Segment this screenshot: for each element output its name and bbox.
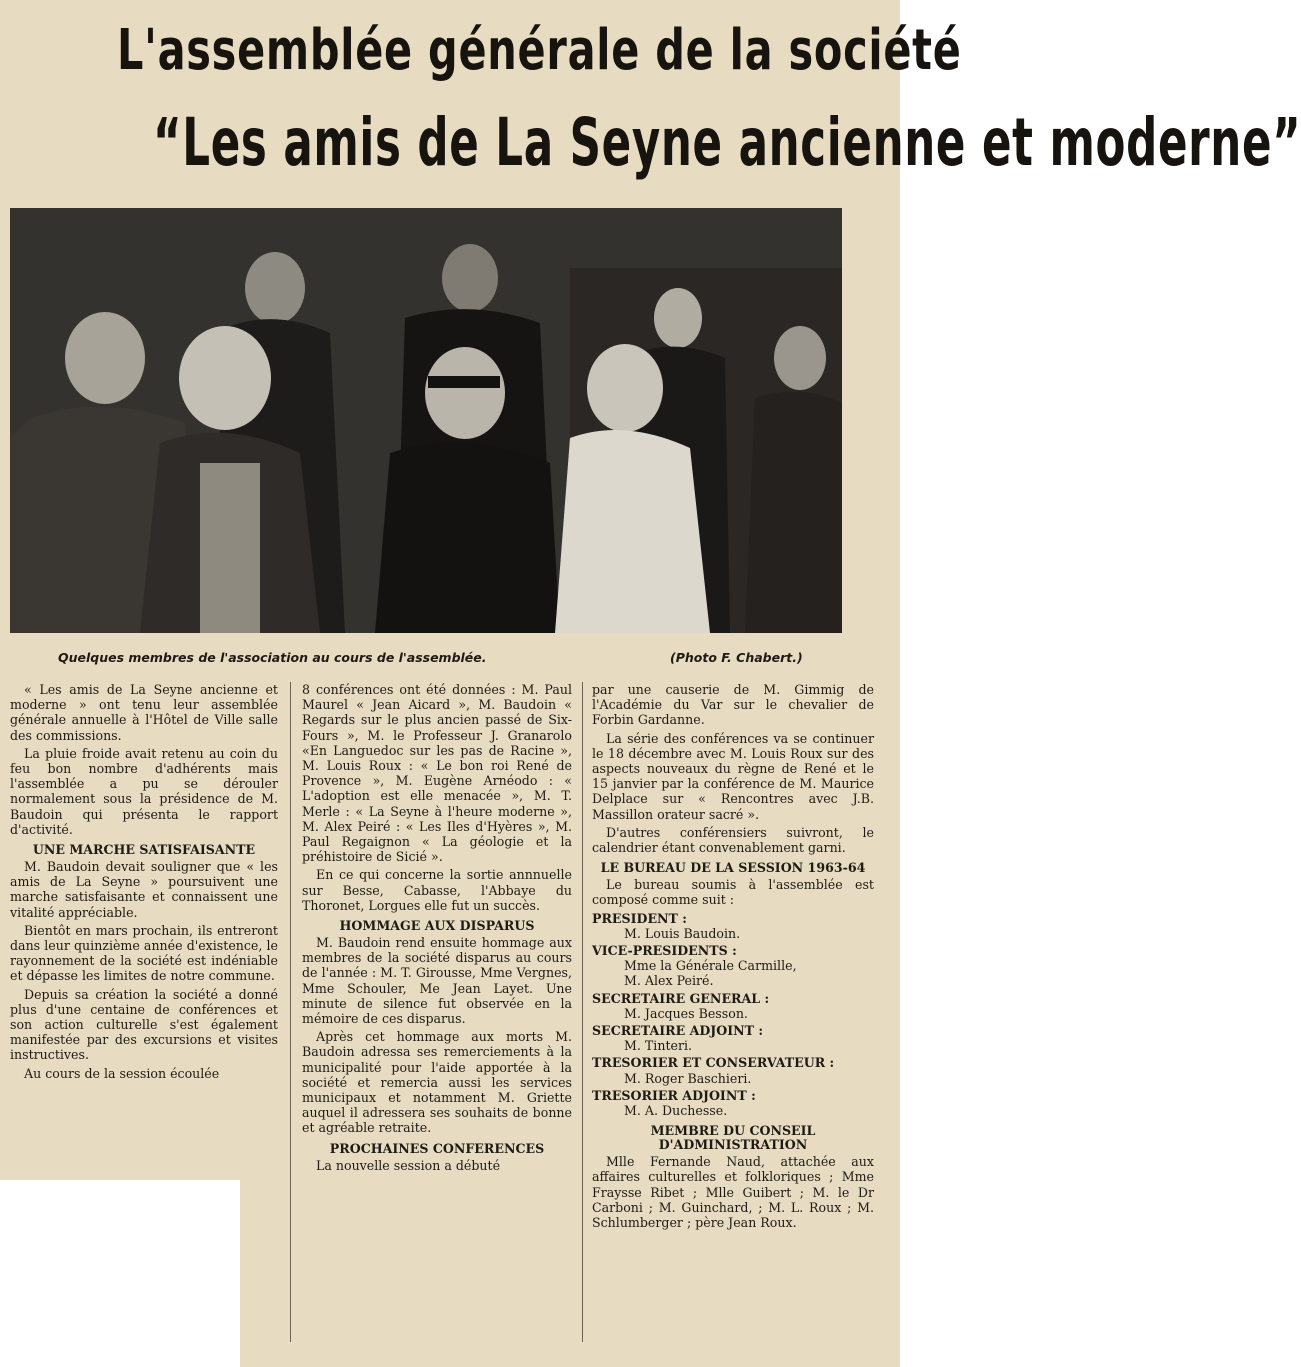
section-heading: LE BUREAU DE LA SESSION 1963-64 <box>600 860 866 876</box>
paragraph: Au cours de la session écoulée <box>24 1065 220 1081</box>
paragraph: M. Baudoin rend ensuite hommage aux membres de la société disparus au cours de l'année : M. T. Girousse, Mme Vergnes, Mme Schouler, Me Jean Layet. Une minute de silence fut observée en la mémoire de ces disparus. <box>302 935 572 1027</box>
bureau-role: SECRETAIRE GENERAL : <box>592 990 770 1006</box>
bureau-member: M. Tinteri. <box>624 1038 693 1054</box>
blank-margin <box>0 1180 240 1367</box>
section-heading: PROCHAINES CONFERENCES <box>329 1140 545 1156</box>
paragraph: Après cet hommage aux morts M. Baudoin adressa ses remerciements à la municipalité pour l'aide apportée à la société et remercia aussi les services municipaux et notamment M. Griette auquel il adressera ses souhaits de bonne et agréable retraite. <box>302 1029 572 1136</box>
paragraph: « Les amis de La Seyne ancienne et moderne » ont tenu leur assemblée générale annuelle à l'Hôtel de Ville salle des commissions. <box>10 682 278 743</box>
bureau-role: SECRETAIRE ADJOINT : <box>592 1023 764 1039</box>
bureau-role: TRESORIER ET CONSERVATEUR : <box>592 1055 835 1071</box>
paragraph: M. Baudoin devait souligner que « les amis de La Seyne » poursuivent une marche satisfaisante et connaissent une vitalité appréciable. <box>10 859 278 920</box>
paragraph: Mlle Fernande Naud, attachée aux affaires culturelles et folkloriques ; Mme Fraysse Ribet ; Mlle Guibert ; M. le Dr Carboni ; M. Guinchard, ; M. L. Roux ; M. Schlumberger ; père Jean Roux. <box>592 1154 874 1231</box>
headline-line-1: L'assemblée générale de la société <box>117 18 962 83</box>
paragraph: La pluie froide avait retenu au coin du feu bon nombre d'adhérents mais l'assemblée a pu se dérouler normalement sous la présidence de M. Baudoin qui présenta le rapport d'activité. <box>10 745 278 837</box>
bureau-member: M. Jacques Besson. <box>624 1005 748 1021</box>
bureau-member: M. Roger Baschieri. <box>624 1070 752 1086</box>
article-column-2 <box>302 682 572 1176</box>
column-divider <box>582 682 583 1342</box>
paragraph: En ce qui concerne la sortie annnuelle sur Besse, Cabasse, l'Abbaye du Thoronet, Lorgues elle fut un succès. <box>302 867 572 913</box>
paragraph: Bientôt en mars prochain, ils entreront dans leur quinzième année d'existence, le rayonnement de la société est indéniable et dépasse les limites de notre commune. <box>10 922 278 984</box>
paragraph: La série des conférences va se continuer le 18 décembre avec M. Louis Roux sur des aspects nouveaux du règne de René et le 15 janvier par la conférence de M. Maurice Delplace sur « Rencontres avec J.B. Massillon orateur sacré ». <box>592 730 874 822</box>
section-heading: MEMBRE DU CONSEIL D'ADMINISTRATION <box>650 1123 816 1153</box>
article-column-1 <box>10 682 278 1084</box>
bureau-role: TRESORIER ADJOINT : <box>592 1087 756 1103</box>
headline-line-2: “Les amis de La Seyne ancienne et moderne” <box>153 104 1301 181</box>
bureau-role: VICE-PRESIDENTS : <box>592 943 737 959</box>
section-heading: HOMMAGE AUX DISPARUS <box>339 918 535 934</box>
bureau-member: M. Alex Peiré. <box>624 973 714 989</box>
bureau-member: Mme la Générale Carmille, <box>624 958 797 974</box>
paragraph: Le bureau soumis à l'assemblée est composé comme suit : <box>592 877 874 908</box>
paragraph: La nouvelle session a débuté <box>316 1157 501 1173</box>
assembly-photo-illustration <box>10 208 842 633</box>
paragraph: par une causerie de M. Gimmig de l'Académie du Var sur le chevalier de Forbin Gardanne. <box>592 682 874 728</box>
bureau-member: M. Louis Baudoin. <box>624 925 741 941</box>
photo-credit: (Photo F. Chabert.) <box>670 650 803 665</box>
paragraph: Depuis sa création la société a donné plus d'une centaine de conférences et son action culturelle s'est également manifestée par des excursions et visites instructives. <box>10 986 278 1063</box>
bureau-role: PRESIDENT : <box>592 910 687 926</box>
photo-caption: Quelques membres de l'association au cours de l'assemblée. <box>58 650 487 665</box>
article-column-3 <box>592 682 874 1233</box>
bureau-member: M. A. Duchesse. <box>624 1103 728 1119</box>
paragraph: D'autres conférensiers suivront, le calendrier étant convenablement garni. <box>592 824 874 856</box>
column-divider <box>290 682 291 1342</box>
paragraph: 8 conférences ont été données : M. Paul Maurel « Jean Aicard », M. Baudoin « Regards sur le plus ancien passé de Six-Fours », M. le Professeur J. Granarolo «En Languedoc sur les pas de Racine », M. Louis Roux : « Le bon roi René de Provence », M. Eugène Arnéodo : « L'adoption est elle menacée », M. T. Merle : « La Seyne à l'heure moderne », M. Alex Peiré : « Les Iles d'Hyères », M. Paul Regaignon « La géologie et la préhistoire de Sicié ». <box>302 682 572 865</box>
section-heading: UNE MARCHE SATISFAISANTE <box>32 842 256 858</box>
bureau-list <box>592 911 874 1119</box>
assembly-photo <box>10 208 842 633</box>
